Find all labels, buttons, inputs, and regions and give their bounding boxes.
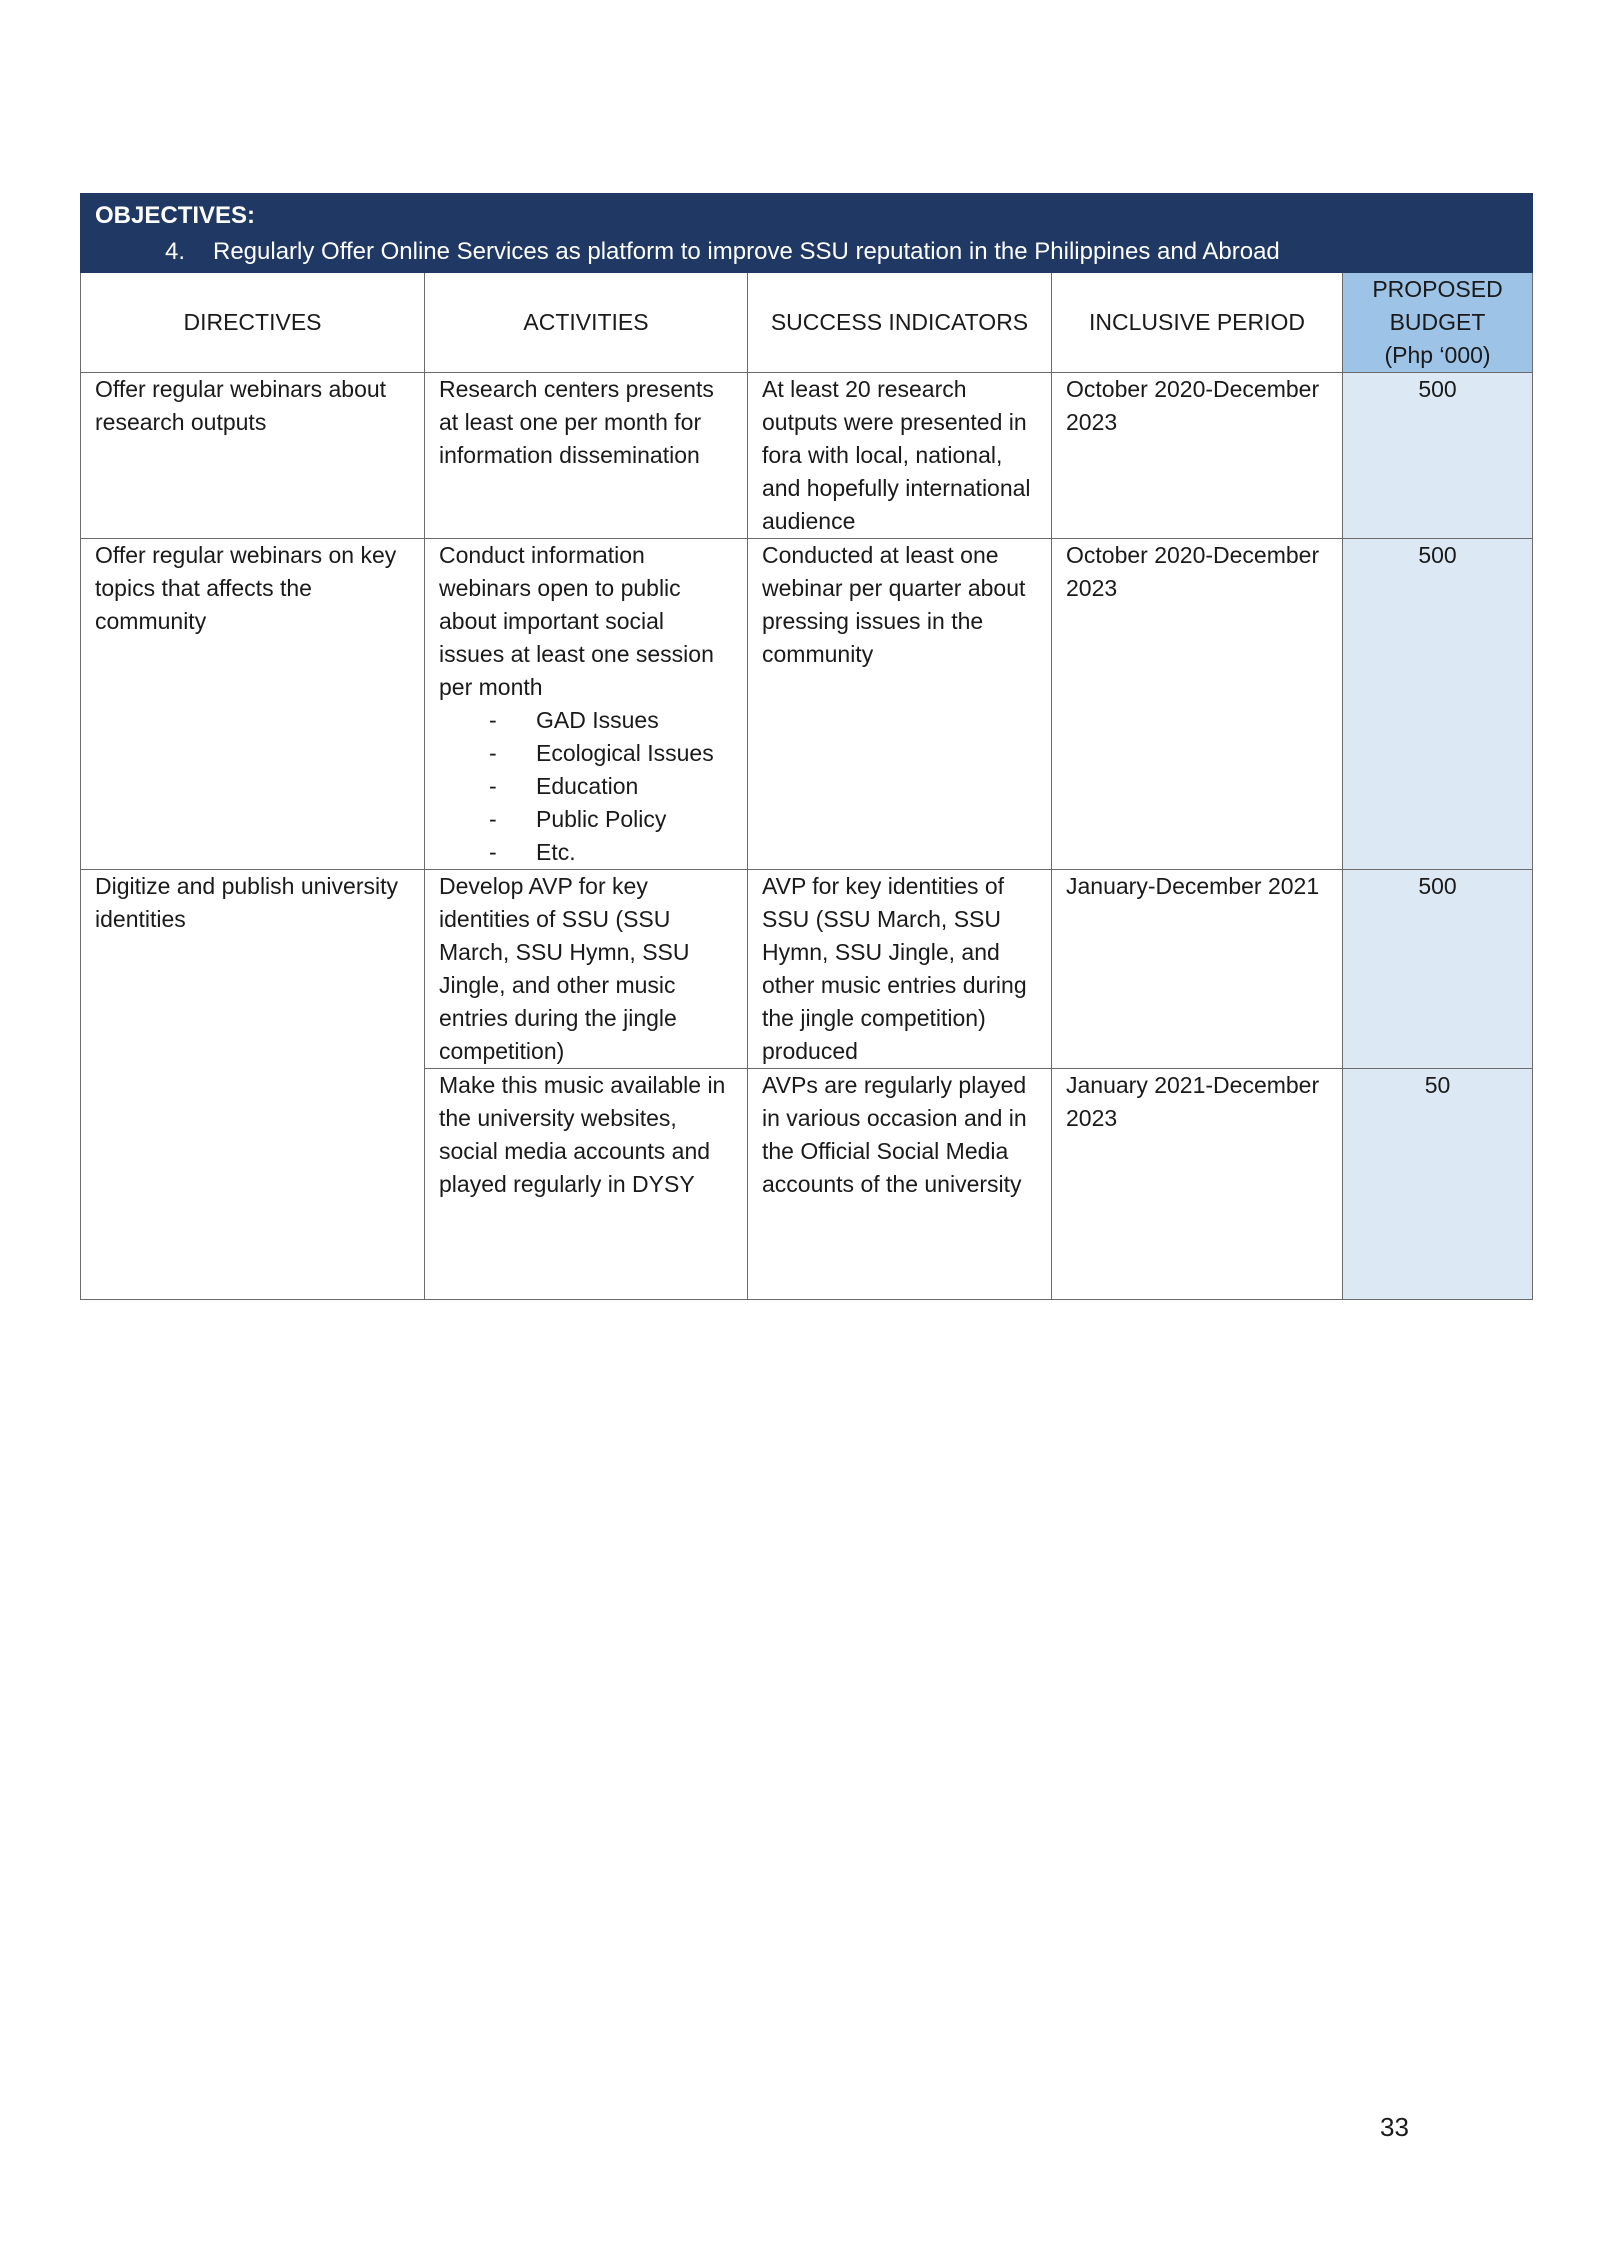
objective-item xyxy=(95,234,1518,270)
list-item: - Public Policy xyxy=(439,803,733,836)
directive-cell: Digitize and publish university identities xyxy=(81,870,425,1300)
list-item: - GAD Issues xyxy=(439,704,733,737)
header-activities: ACTIVITIES xyxy=(425,273,748,373)
objectives-banner xyxy=(81,194,1533,273)
header-directives: DIRECTIVES xyxy=(81,273,425,373)
period-cell: January-December 2021 xyxy=(1052,870,1343,1069)
table-row xyxy=(81,870,1533,1069)
activity-topic-list xyxy=(439,704,733,869)
objective-text: Regularly Offer Online Services as platform to improve SSU reputation in the Philippines and Abroad xyxy=(213,238,1280,265)
budget-cell: 500 xyxy=(1343,870,1533,1069)
indicator-cell: Conducted at least one webinar per quarter about pressing issues in the community xyxy=(748,539,1052,870)
list-item: - Ecological Issues xyxy=(439,737,733,770)
page-number: 33 xyxy=(1380,2112,1409,2142)
header-budget-line2: BUDGET xyxy=(1389,309,1486,335)
list-item: - Etc. xyxy=(439,836,733,869)
budget-cell: 500 xyxy=(1343,373,1533,539)
header-budget-line1: PROPOSED xyxy=(1372,276,1503,302)
list-item: - Education xyxy=(439,770,733,803)
table-row xyxy=(81,539,1533,870)
table-row xyxy=(81,373,1533,539)
indicator-cell: At least 20 research outputs were presented in fora with local, national, and hopefully international audience xyxy=(748,373,1052,539)
header-budget-line3: (Php ‘000) xyxy=(1384,342,1491,368)
objectives-header-row xyxy=(81,194,1533,273)
strategic-plan-table xyxy=(80,193,1533,1300)
column-header-row xyxy=(81,273,1533,373)
indicator-cell: AVP for key identities of SSU (SSU March, SSU Hymn, SSU Jingle, and other music entries during the jingle competition) produced xyxy=(748,870,1052,1069)
activity-text: Conduct information webinars open to public about important social issues at least one session per month xyxy=(439,542,714,700)
activity-cell: Research centers presents at least one per month for information dissemination xyxy=(425,373,748,539)
period-cell: October 2020-December 2023 xyxy=(1052,373,1343,539)
period-cell: October 2020-December 2023 xyxy=(1052,539,1343,870)
objective-number: 4. xyxy=(165,238,186,265)
directive-cell: Offer regular webinars on key topics that affects the community xyxy=(81,539,425,870)
budget-cell: 50 xyxy=(1343,1069,1533,1300)
header-success-indicators: SUCCESS INDICATORS xyxy=(748,273,1052,373)
objectives-title: OBJECTIVES: xyxy=(95,202,256,229)
activity-cell: Make this music available in the university websites, social media accounts and played regularly in DYSY xyxy=(425,1069,748,1300)
header-inclusive-period: INCLUSIVE PERIOD xyxy=(1052,273,1343,373)
period-cell: January 2021-December 2023 xyxy=(1052,1069,1343,1300)
budget-cell: 500 xyxy=(1343,539,1533,870)
activity-cell: Develop AVP for key identities of SSU (SSU March, SSU Hymn, SSU Jingle, and other music entries during the jingle competition) xyxy=(425,870,748,1069)
header-proposed-budget xyxy=(1343,273,1533,373)
directive-cell: Offer regular webinars about research outputs xyxy=(81,373,425,539)
activity-cell xyxy=(425,539,748,870)
indicator-cell: AVPs are regularly played in various occasion and in the Official Social Media accounts of the university xyxy=(748,1069,1052,1300)
